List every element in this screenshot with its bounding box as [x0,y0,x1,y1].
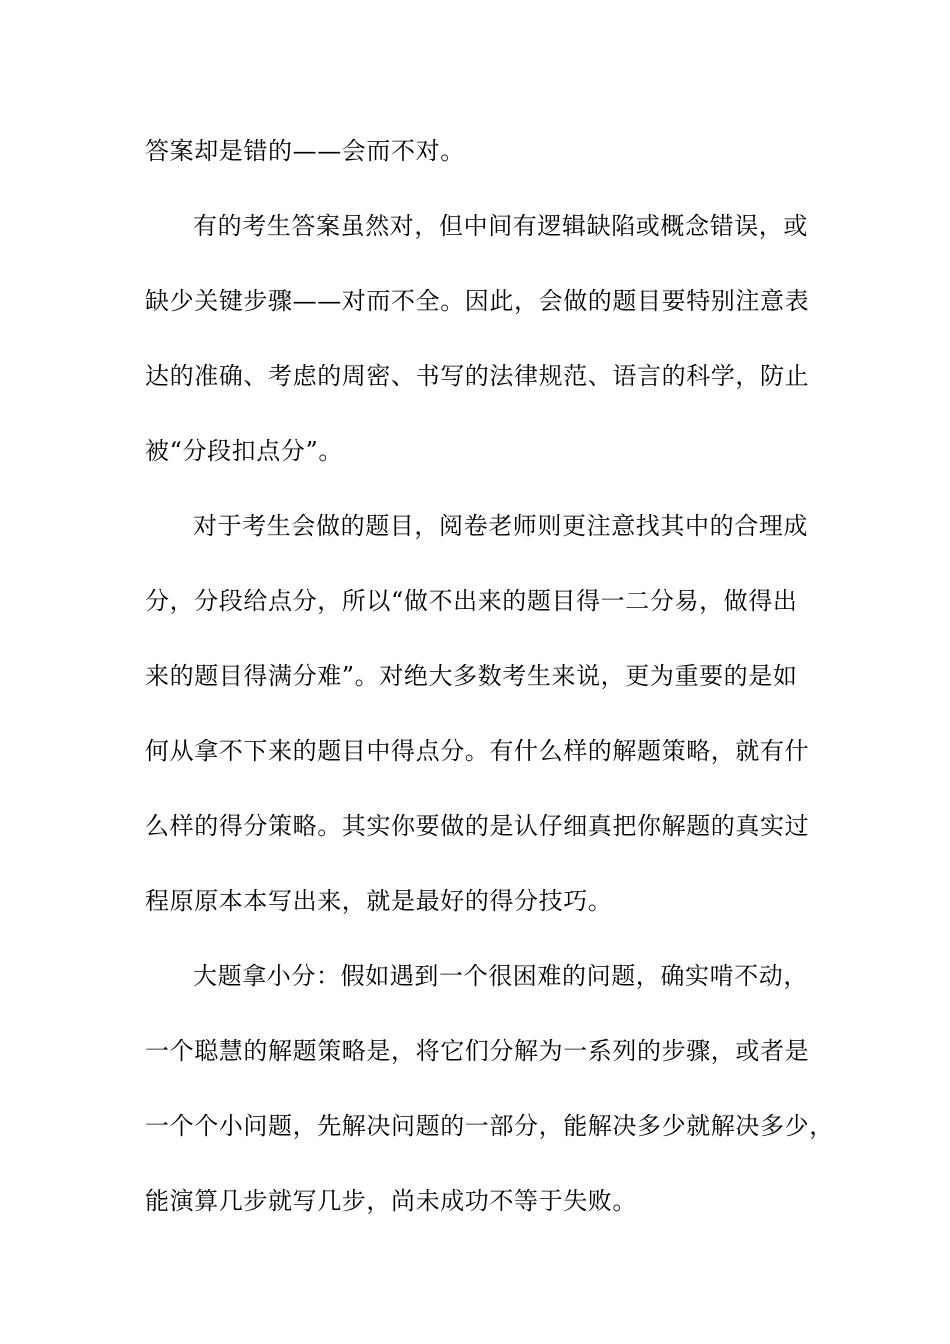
paragraph-3-line-3: 来的题目得满分难”。对绝大多数考生来说，更为重要的是如 [145,662,798,690]
paragraph-3-line-2: 分，分段给点分，所以“做不出来的题目得一二分易，做得出 [145,587,798,615]
paragraph-3-line-4: 何从拿不下来的题目中得点分。有什么样的解题策略，就有什 [145,737,810,765]
paragraph-2-line-2: 缺少关键步骤——对而不全。因此，会做的题目要特别注意表 [145,287,810,315]
paragraph-4-line-4: 能演算几步就写几步，尚未成功不等于失败。 [145,1187,637,1215]
paragraph-4-line-2: 一个聪慧的解题策略是，将它们分解为一系列的步骤，或者是 [145,1037,810,1065]
paragraph-2-line-3: 达的准确、考虑的周密、书写的法律规范、语言的科学，防止 [145,362,810,390]
paragraph-3-line-5: 么样的得分策略。其实你要做的是认仔细真把你解题的真实过 [145,812,810,840]
paragraph-4-line-3: 一个个小问题，先解决问题的一部分，能解决多少就解决多少， [145,1112,834,1140]
paragraph-2-line-4: 被“分段扣点分”。 [145,437,343,465]
paragraph-4-line-1: 大题拿小分：假如遇到一个很困难的问题，确实啃不动， [193,962,808,990]
text-line-1: 答案却是错的——会而不对。 [145,137,465,165]
paragraph-3-line-1: 对于考生会做的题目，阅卷老师则更注意找其中的合理成 [193,512,808,540]
paragraph-3-line-6: 程原原本本写出来，就是最好的得分技巧。 [145,887,613,915]
paragraph-2-line-1: 有的考生答案虽然对，但中间有逻辑缺陷或概念错误，或 [193,212,808,240]
